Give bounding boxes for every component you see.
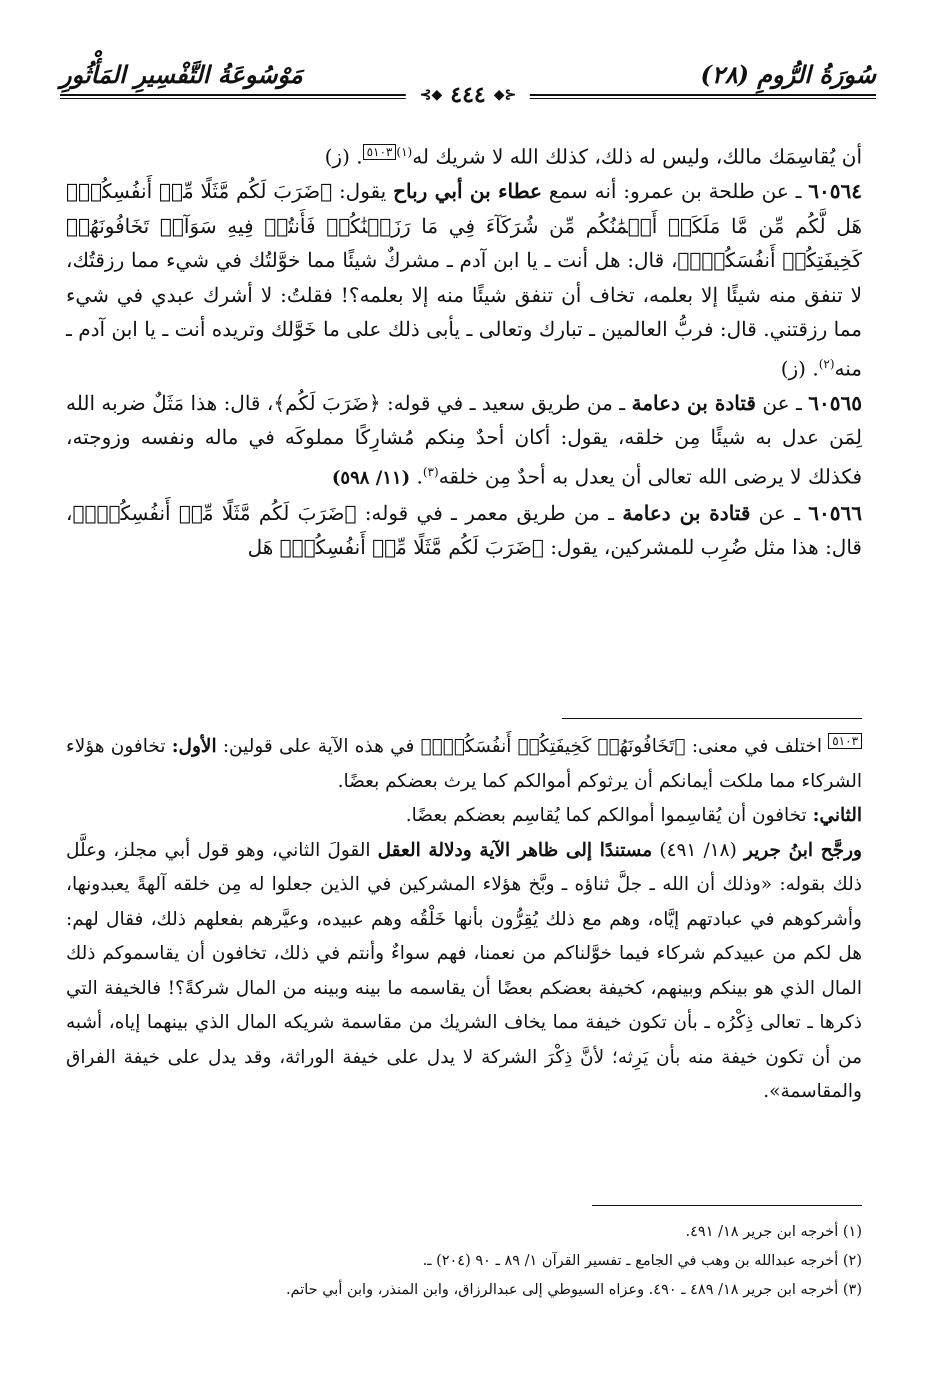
hadith-text: يقول: [332, 179, 394, 204]
commentary-p3 [66, 834, 862, 1110]
commentary-text: اختلف في معنى: [685, 736, 829, 757]
surah-title: سُورَةُ الرُّومِ (٢٨) [700, 60, 876, 89]
second-opinion-label: الثاني: [812, 805, 862, 826]
ornament-right-icon: ⊰◆ [493, 87, 517, 103]
quran-verse: ﴿ضَرَبَ لَكُم مَّثَلًا مِّنۡ أَنفُسِكُمۡۖ﴾ [72, 500, 357, 525]
hadith-60566 [66, 496, 862, 565]
narrator-name: قتادة بن دعامة [622, 500, 751, 525]
quran-verse: ﴿تَخَافُونَهُمۡ كَخِيفَتِكُمۡ أَنفُسَكُمۡۚ﴾ [420, 736, 686, 757]
narrator-pre: ـ عن [755, 390, 802, 415]
hadith-60565 [66, 386, 862, 496]
hadith-text: ـ من طريق معمر ـ في قوله: [356, 500, 623, 525]
footnote-3: (٣) أخرجه ابن جرير ١٨/ ٤٨٩ ـ ٤٩٠. وعزاه السيوطي إلى عبدالرزاق، وابن المنذر، وابن أبي حاتم. [285, 1282, 862, 1298]
footnote-1: (١) أخرجه ابن جرير ١٨/ ٤٩١. [685, 1224, 862, 1240]
hadith-number: ٦٠٥٦٦ [808, 500, 863, 525]
hadith-text: ، قال: هذا مَثَلٌ ضربه الله لِمَن عدل به شيئًا مِن خلقه، يقول: أكان أحدٌ مِنكم مُشارِكًا مملوكَه في ماله ونفسه وزوجته، فكذلك لا يرضى الله تعالى أن يعدل به أحدٌ مِن خلقه [66, 390, 862, 489]
note-ref-box: ٥١٠٣ [363, 144, 397, 160]
narrator-pre: ـ عن [750, 500, 800, 525]
hadith-end: . (ز) [780, 356, 819, 381]
quran-verse: ﴿ضَرَبَ لَكُم﴾ [273, 390, 381, 415]
commentary-text: القولَ الثاني، وهو قول أبي مجلز، وعلَّل ذلك بقوله: «وذلك أن الله ـ جلَّ ثناؤه ـ وبَّخ هؤلاء المشركين في الذين جعلوا له مِن خلقه آلهةً يعبدونها، وأشركوهم في عبادتهم إيَّاه، وهم مع ذلك يُقِرُّون بأنها خَلْقُه وهم عبيده، وعيَّرهم بفعلهم ذلك، فقال لهم: هل لكم من عبيدكم شركاء فيما خوَّلناكم من نعمنا، فهم سواءٌ وأنتم في ذلك، تخافون أن يقاسموكم ذلك المال الذي هو بينكم وبينهم، كخيفة بعضكم بعضًا أن يقاسمه ما بينه وبينه من المال شركةً؟! فالخيفة التي ذكرها ـ تعالى ذِكْرُه ـ بأن تكون خيفة مما يخاف الشريك من مقاسمة شريكه المال الذي بينهما إياه، أشبه من أن تكون خيفة منه بأن يَرِثه؛ لأنَّ ذِكْرَ الشركة لا يدل على خيفة الوراثة، وقد يدل على خيفة الفراق والمقاسمة». [66, 839, 862, 1102]
commentary-text: تخافون أن يُقاسِموا أموالكم كما يُقاسِم بعضكم بعضًا. [405, 805, 813, 826]
commentary-p2 [66, 799, 862, 834]
intro-text: أن يُقاسِمَك مالك، وليس له ذلك، كذلك الله لا شريك له [412, 144, 862, 169]
intro-end: . (ز) [324, 144, 363, 169]
commentary-text: في هذه الآية على قولين: [216, 736, 421, 757]
quran-verse: ﴿ضَرَبَ لَكُم مَّثَلًا مِّنۡ أَنفُسِكُمۡۖ هَل لَّكُم مِّن مَّا مَلَكَتۡ أَيۡمَٰنُكُم مِّن شُرَكَآءَ فِي مَا رَزَقۡنَٰكُمۡ فَأَنتُمۡ فِيهِ سَوَآءٞ تَخَافُونَهُمۡ كَخِيفَتِكُمۡ أَنفُسَكُمۡۚ﴾ [66, 179, 862, 273]
commentary-text: (١٨/ ٤٩١) [652, 839, 744, 861]
hadith-text: ـ من طريق سعيد ـ في قوله: [380, 390, 632, 415]
hadith-60564 [66, 174, 862, 386]
footnote-ref: (١) [396, 145, 413, 159]
hadith-number: ٦٠٥٦٥ [808, 390, 863, 415]
commentary-divider [562, 718, 862, 719]
note-id-box: ٥١٠٣ [828, 733, 862, 749]
intro-paragraph [66, 135, 862, 174]
page-number: ٤٤٤ [450, 82, 486, 108]
hadith-number: ٦٠٥٦٤ [808, 179, 863, 204]
hadith-text: ، قال: هذا مثل ضُرِب للمشركين، يقول: [66, 500, 862, 560]
hadith-text: ، قال: هل أنت ـ يا ابن آدم ـ مشركٌ شيئًا مما خوَّلتُك في شيء مما رزقتُك، لا تنفق منه شيئًا إلا بعلمه، تخاف أن تنفق شيئًا منه إلا بعلمه؟! فقلتُ: لا أشرك عبدي في شيء مما رزقتني. قال: فربُّ العالمين ـ تبارك وتعالى ـ يأبى ذلك على ما خَوَّلك وتريده أنت ـ يا ابن آدم ـ منه [66, 248, 863, 381]
footnote-ref: (٣) [422, 464, 439, 479]
narrator-name: قتادة بن دعامة [631, 390, 756, 415]
commentary-bold: ورجَّح ابنُ جرير [743, 839, 862, 861]
page-header [60, 58, 876, 108]
narrator-name: عطاء بن أبي رباح [393, 179, 542, 204]
footnotes-divider [592, 1205, 862, 1206]
commentary-block [66, 730, 862, 1110]
narrator-pre: ـ عن طلحة بن عمرو: أنه سمع [542, 179, 802, 204]
footnote-ref: (٢) [818, 356, 835, 371]
footnote-2: (٢) أخرجه عبدالله بن وهب في الجامع ـ تفسير القرآن ١/ ٨٩ ـ ٩٠ (٢٠٤) ـ. [422, 1253, 862, 1269]
hadith-end: . [416, 464, 423, 489]
footnotes [66, 1218, 862, 1305]
volume-ref: (١١/ ٥٩٨) [331, 467, 411, 489]
page-number-block [406, 82, 530, 108]
commentary-bold: مستندًا إلى ظاهر الآية ودلالة العقل [377, 839, 653, 861]
book-title: مَوْسُوعَةُ التَّفْسِيرِ المَأْثُورِ [60, 60, 303, 89]
commentary-p1 [66, 730, 862, 799]
ornament-left-icon: ◆⊱ [419, 87, 443, 103]
commentary-text: تخافون هؤلاء الشركاء مما ملكت أيمانكم أن يرثوكم أموالكم كما يرث بعضكم بعضًا. [66, 736, 862, 792]
quran-verse: ﴿ضَرَبَ لَكُم مَّثَلًا مِّنۡ أَنفُسِكُمۡۖ هَل [247, 535, 544, 560]
first-opinion-label: الأول: [171, 736, 217, 757]
main-text [66, 135, 862, 565]
